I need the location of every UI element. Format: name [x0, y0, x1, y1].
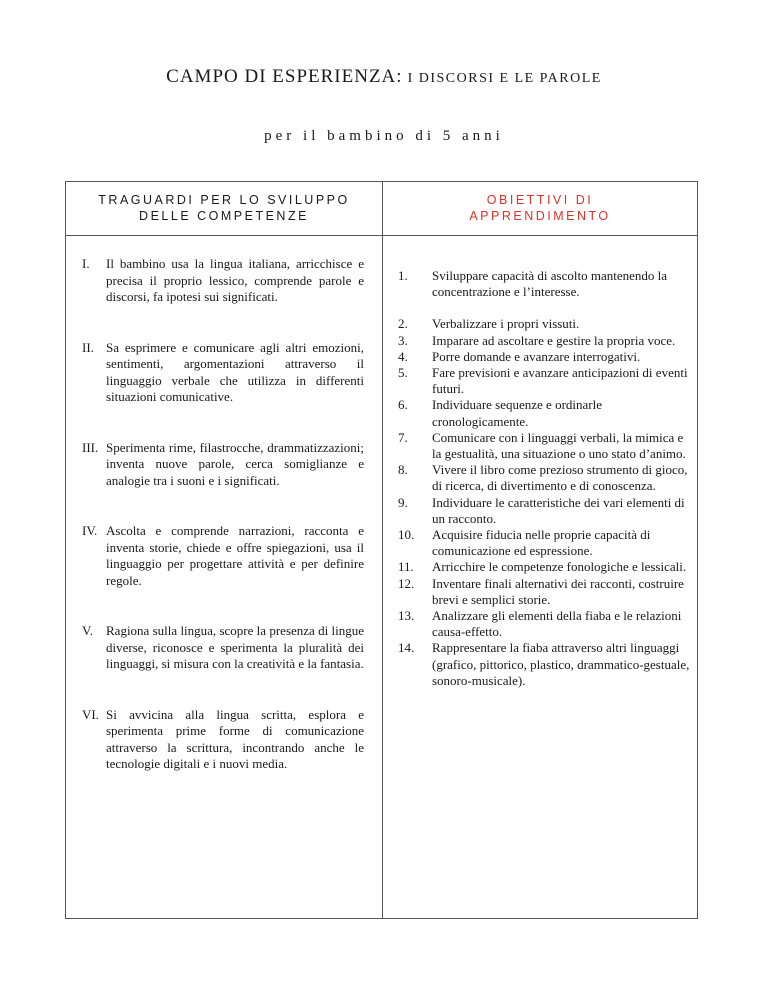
obiettivo-number: 1.: [398, 268, 408, 283]
page-subtitle: per il bambino di 5 anni: [264, 128, 504, 144]
header-traguardi-line1: TRAGUARDI PER LO SVILUPPO: [98, 193, 350, 207]
obiettivo-number: 14.: [398, 640, 415, 656]
obiettivo-item: [398, 316, 690, 332]
header-obiettivi-line2: APPRENDIMENTO: [469, 209, 611, 223]
header-divider: [66, 235, 697, 236]
header-traguardi-line2: DELLE COMPETENZE: [139, 209, 309, 223]
obiettivo-item: [398, 527, 690, 559]
traguardo-text: Si avvicina alla lingua scritta, esplora e sperimenta prime forme di comunicazione attraverso la scrittura, incontrando anche le tecnologie digitali e i nuovi media.: [106, 706, 364, 771]
traguardo-text: Il bambino usa la lingua italiana, arricchisce e precisa il proprio lessico, comprende parole e discorsi, fa ipotesi sui significati.: [106, 256, 364, 304]
traguardo-number: VI.: [82, 706, 99, 722]
obiettivo-number: 2.: [398, 316, 408, 332]
traguardo-text: Sa esprimere e comunicare agli altri emozioni, sentimenti, argomentazioni attraverso il linguaggio verbale che utilizza in differenti situazioni comunicative.: [106, 339, 364, 404]
traguardo-item: [82, 440, 364, 490]
traguardo-number: III.: [82, 439, 99, 455]
traguardo-item: [82, 340, 364, 406]
obiettivo-number: 13.: [398, 608, 415, 624]
header-obiettivi: [383, 192, 697, 224]
obiettivo-item: [398, 430, 690, 462]
obiettivo-text: Arricchire le competenze fonologiche e lessicali.: [432, 559, 687, 575]
header-obiettivi-line1: OBIETTIVI DI: [486, 193, 594, 207]
obiettivo-item: [398, 349, 690, 365]
traguardo-item: [82, 623, 364, 673]
obiettivo-item: [398, 608, 690, 640]
obiettivo-item: [398, 495, 690, 527]
obiettivo-text: Acquisire fiducia nelle proprie capacità di comunicazione ed espressione.: [432, 527, 651, 559]
obiettivo-number: 5.: [398, 365, 408, 381]
obiettivo-number: 3.: [398, 332, 408, 348]
obiettivi-list: [398, 268, 690, 689]
traguardi-list: [82, 256, 364, 773]
obiettivo-item: [398, 365, 690, 397]
obiettivo-number: 4.: [398, 348, 408, 364]
obiettivo-text: Verbalizzare i propri vissuti.: [432, 316, 580, 332]
traguardo-item: [82, 523, 364, 589]
obiettivo-item: [398, 640, 690, 689]
obiettivo-item: [398, 268, 690, 300]
page-title-rest: I DISCORSI E LE PAROLE: [402, 71, 602, 86]
traguardo-item: [82, 256, 364, 306]
traguardo-text: Ascolta e comprende narrazioni, racconta e inventa storie, chiede e offre spiegazioni, usa il linguaggio per progettare attività e per definire regole.: [106, 523, 364, 588]
header-traguardi: [66, 192, 382, 224]
obiettivo-item: [398, 462, 690, 494]
obiettivo-text: Rappresentare la fiaba attraverso altri linguaggi (grafico, pittorico, plastico, drammatico-gestuale, sonoro-musicale).: [432, 640, 690, 688]
obiettivo-item: [398, 559, 690, 575]
obiettivo-item: [398, 333, 690, 349]
column-divider: [382, 182, 383, 918]
obiettivo-number: 8.: [398, 462, 408, 478]
traguardo-number: I.: [82, 256, 90, 271]
curriculum-table: [65, 181, 698, 919]
page-title: [0, 66, 768, 88]
obiettivo-number: 10.: [398, 527, 415, 543]
traguardo-number: II.: [82, 339, 94, 355]
obiettivo-number: 7.: [398, 429, 408, 445]
obiettivo-text: Fare previsioni e avanzare anticipazioni di eventi futuri.: [432, 365, 688, 397]
traguardo-item: [82, 707, 364, 773]
obiettivo-text: Analizzare gli elementi della fiaba e le relazioni causa-effetto.: [432, 608, 682, 640]
obiettivo-item: [398, 397, 690, 429]
obiettivo-text: Comunicare con i linguaggi verbali, la mimica e la gestualità, una situazione o uno stato d’animo.: [432, 429, 686, 462]
obiettivo-text: Individuare le caratteristiche dei vari elementi di un racconto.: [432, 494, 685, 526]
obiettivo-text: Inventare finali alternativi dei racconti, costruire brevi e semplici storie.: [432, 575, 684, 607]
obiettivo-text: Individuare sequenze e ordinarle cronologicamente.: [432, 397, 603, 429]
traguardo-text: Sperimenta rime, filastrocche, drammatizzazioni; inventa nuove parole, cerca somiglianze e analogie tra i suoni e i significati.: [106, 439, 364, 488]
obiettivo-text: Imparare ad ascoltare e gestire la propria voce.: [432, 332, 676, 348]
obiettivo-number: 9.: [398, 494, 408, 510]
obiettivo-text: Sviluppare capacità di ascolto mantenendo la concentrazione e l’interesse.: [432, 268, 667, 300]
obiettivo-number: 12.: [398, 575, 415, 591]
obiettivo-number: 6.: [398, 397, 408, 413]
obiettivo-text: Vivere il libro come prezioso strumento di gioco, di ricerca, di divertimento e di conoscenza.: [432, 462, 688, 494]
traguardo-number: IV.: [82, 523, 98, 538]
obiettivo-text: Porre domande e avanzare interrogativi.: [432, 348, 641, 364]
traguardo-text: Ragiona sulla lingua, scopre la presenza di lingue diverse, riconosce e sperimenta la pluralità dei linguaggi, si misura con la creatività e la fantasia.: [106, 623, 364, 671]
traguardo-number: V.: [82, 623, 93, 638]
obiettivo-number: 11.: [398, 559, 414, 575]
obiettivo-item: [398, 576, 690, 608]
page-title-main: CAMPO DI ESPERIENZA:: [166, 66, 403, 87]
